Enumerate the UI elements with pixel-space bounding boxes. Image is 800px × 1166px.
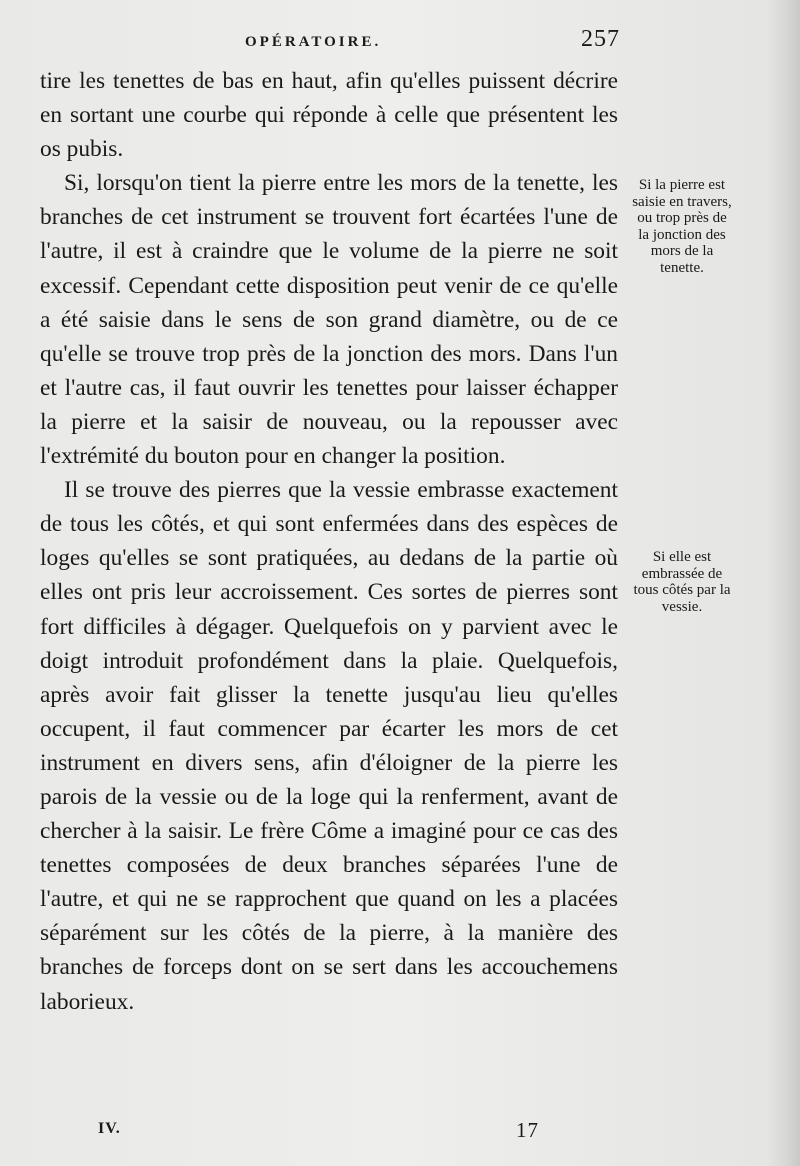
paragraph-continued: tire les tenettes de bas en haut, afin qu'elles puissent décrire en sortant une courbe qui réponde à celle que présentent les os pubis. (40, 68, 618, 163)
page-header (40, 28, 620, 58)
page-footer (40, 1112, 620, 1152)
margin-note-stone-grip: Si la pierre est saisie en travers, ou trop près de la jonction des mors de la tenette. (632, 177, 732, 276)
main-text-block (40, 64, 618, 1019)
running-title: OPÉRATOIRE. (245, 34, 382, 50)
margin-note-embraced-stone: Si elle est embrassée de tous côtés par la vessie. (633, 549, 731, 615)
signature-mark-gathering: 17 (516, 1118, 539, 1142)
paragraph-enclosed-stones: Il se trouve des pierres que la vessie embrasse exactement de tous les côtés, et qui sont enfermées dans des espèces de loges qu'elles se sont pratiquées, au dedans de la partie où elles ont pris leur accroissement. Ces sortes de pierres sont fort difficiles à dégager. Quelquefois on y parvient avec le doigt introduit profondément dans la plaie. Quelquefois, après avoir fait glisser la tenette jusqu'au lieu qu'elles occupent, il faut commencer par écarter les mors de cet instrument en divers sens, afin d'éloigner de la pierre les parois de la vessie ou de la loge qui la renferment, avant de chercher à la saisir. Le frère Côme a imaginé pour ce cas des tenettes composées de deux branches séparées l'une de l'autre, et qui ne se rapprochent que quand on les a placées séparément sur les côtés de la pierre, à la manière des branches de forceps dont on se sert dans les accouchemens laborieux. (40, 477, 618, 1015)
page-number: 257 (581, 26, 620, 52)
paragraph-stone-spacing: Si, lorsqu'on tient la pierre entre les mors de la tenette, les branches de cet instrument se trouvent fort écartées l'une de l'autre, il est à craindre que le volume de la pierre ne soit excessif. Cependant cette disposition peut venir de ce qu'elle a été saisie dans le sens de son grand diamètre, ou de ce qu'elle se trouve trop près de la jonction des mors. Dans l'un et l'autre cas, il faut ouvrir les tenettes pour laisser échapper la pierre et la saisir de nouveau, ou la repousser avec l'extrémité du bouton pour en changer la position. (40, 170, 618, 470)
page-edge-shadow (766, 0, 800, 1166)
signature-mark-volume: IV. (98, 1120, 121, 1137)
